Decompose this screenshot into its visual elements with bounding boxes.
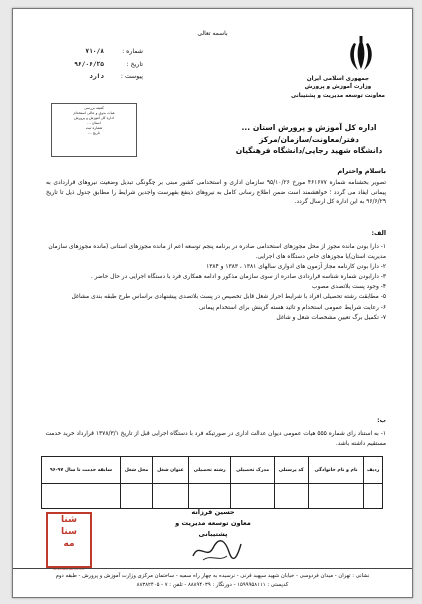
- signer-title: معاون توسعه مدیریت و پشتیبانی: [175, 519, 251, 538]
- table-cell: [274, 484, 308, 509]
- logo-line: مه: [63, 539, 75, 549]
- meta-value: دارد: [89, 73, 104, 80]
- table-header-cell: مدرک تحصیلی: [231, 457, 275, 484]
- table-cell: [42, 484, 121, 509]
- org-line: معاونت توسعه مدیریت و پشتیبانی: [291, 92, 385, 99]
- intro-paragraph: تصویر بخشنامه شماره ۴۶۱۶۷۷ مورخ ۹۵/۱۰/۲۶ سازمان اداری و استخدامی کشور مبنی بر چگونگی تبدیل وضعیت نیروهای قراردادی به پیمانی ایفاد می گردد ؛ خواهشمند است ضمن اطلاع رسانی کامل به نیروهای ذینفع بفهرست واجدین شرایط را مطابق جدول ذیل تا تاریخ ۹۶/۶/۲۹ به این اداره کل ارسال گردد.: [46, 180, 386, 206]
- addressee-line: دانشگاه شهید رجایی/دانشگاه فرهنگیان: [235, 146, 383, 155]
- letter-meta: [33, 46, 143, 84]
- stamp-line: استان ...: [87, 121, 101, 125]
- footer-address: نشانی : تهران - میدان فردوسی - خیابان شهید سپهبد قرنی - نرسیده به چهار راه سمیه - ساختمان مرکزی وزارت آموزش و پرورش - طبقه دوم: [55, 573, 370, 579]
- footer-contact: کدپستی : ۱۵۹۹۹۵۸۱۱۱ - دورنگار : ۸۸۸۹۴۰۳۹ - تلفن : ۷ - ۸۸۳۸۲۴۰۵: [136, 582, 289, 588]
- stamp-line: کمیته بررسی: [84, 106, 104, 110]
- list-item: ۵- مطابقت رشته تحصیلی افراد با شرایط احراز شغل قابل تخصیص در پست بلاتصدی پیشنهادی براساس طرح طبقه بندی مشاغل: [71, 294, 386, 301]
- meta-attachment: [33, 71, 143, 84]
- meta-value: ۹۶/۰۶/۲۵: [74, 60, 104, 68]
- table-cell: [153, 484, 189, 509]
- section-a-list: [44, 242, 386, 323]
- section-b-item: ۱- به استناد رای شماره ۵۵۵ هیات عمومی دیوان عدالت اداری در صورتیکه فرد با دستگاه اجرایی قبل از تاریخ ۱۳۷۸/۳/۱ قرارداد خرید خدمت مستقیم داشته باشد.: [45, 431, 386, 448]
- logo-caption: shenasnameh.ir: [52, 566, 86, 571]
- table-header-cell: عنوان شغل: [153, 457, 189, 484]
- signer-name: حسین فرزانه: [191, 508, 235, 516]
- section-b-title: ب:: [377, 417, 386, 424]
- iran-emblem-icon: [344, 35, 378, 73]
- table-header-cell: سابقه خدمت تا سال ۹۷-۹۶: [42, 457, 121, 484]
- stamp-line: شماره ثبت: [85, 126, 103, 130]
- logo-line: شنا: [61, 515, 77, 525]
- table-header-cell: رشته تحصیلی: [188, 457, 230, 484]
- table-cell: [120, 484, 152, 509]
- list-item: ۳- دارابودن شماره شناسه قراردادی صادره از سوی سازمان مذکور و ادامه همکاری فرد با دستگاه اجرایی در حال حاضر .: [90, 274, 386, 281]
- table-header-cell: نام و نام خانوادگی: [308, 457, 364, 484]
- registration-stamp: [51, 103, 137, 157]
- meta-label: تاریخ :: [126, 60, 143, 68]
- greeting: باسلام واحترام: [337, 167, 386, 175]
- meta-number: [33, 46, 143, 59]
- table-header-row: [42, 457, 383, 484]
- stamp-line: هیات بدوی و عالی استخدام: [73, 111, 115, 115]
- org-header: [278, 75, 398, 100]
- list-item: ۱- دارا بودن مانده مجوز از محل مجوزهای استخدامی صادره در برنامه پنجم توسعه اعم از مانده مجوزهای استانی (مانده مجوزهای سازمان مدیریت استان)یا مجوزهای خاص دستگاه های اجرایی.: [48, 244, 386, 261]
- meta-value: ۷۱۰/۸: [85, 48, 104, 55]
- table-cell: [364, 484, 383, 509]
- shenasnameh-logo: [46, 512, 92, 571]
- table-header-cell: محل شغل: [120, 457, 152, 484]
- addressee-line: اداره کل آموزش و پرورش استان ...: [241, 123, 377, 132]
- list-item: ۲- دارا بودن کارنامه مجاز آزمون های ادواری سالهای ۱۳۸۱ ، ۱۳۸۳ و ۱۳۸۴: [206, 264, 386, 271]
- letter-page: [12, 8, 413, 598]
- list-item: ۷- تکمیل برگ تعیین مشخصات شغل و شاغل: [276, 314, 386, 321]
- org-line: وزارت آموزش و پرورش: [304, 84, 372, 91]
- table-cell: [308, 484, 364, 509]
- table-cell: [188, 484, 230, 509]
- meta-label: شماره :: [122, 48, 143, 55]
- addressee-line: دفتر/معاونت/سازمان/مرکز: [259, 134, 359, 144]
- org-line: جمهوری اسلامی ایران: [306, 76, 370, 82]
- basmala: باسمه تعالی: [197, 30, 228, 37]
- stamp-line: اداره کل آموزش و پرورش: [74, 116, 114, 120]
- table-header-cell: کد پرسنلی: [274, 457, 308, 484]
- logo-line: سنا: [61, 527, 77, 537]
- eligibility-table: [41, 456, 383, 509]
- section-a-title: الف:: [371, 230, 386, 237]
- table-header-cell: ردیف: [364, 457, 383, 484]
- list-item: ۴- وجود پست بلاتصدی مصوب: [311, 284, 386, 291]
- stamp-line: تاریخ ...: [88, 131, 100, 135]
- list-item: ۶- رعایت شرایط عمومی استخدام و تائید هسته گزینش برای استخدام پیمانی: [199, 304, 386, 311]
- addressee: [234, 122, 384, 157]
- meta-label: پیوست :: [120, 73, 143, 80]
- footer: [13, 568, 412, 597]
- handwritten-signature-icon: [189, 536, 244, 564]
- table-cell: [231, 484, 275, 509]
- table-row: [42, 484, 383, 509]
- meta-date: [33, 59, 143, 72]
